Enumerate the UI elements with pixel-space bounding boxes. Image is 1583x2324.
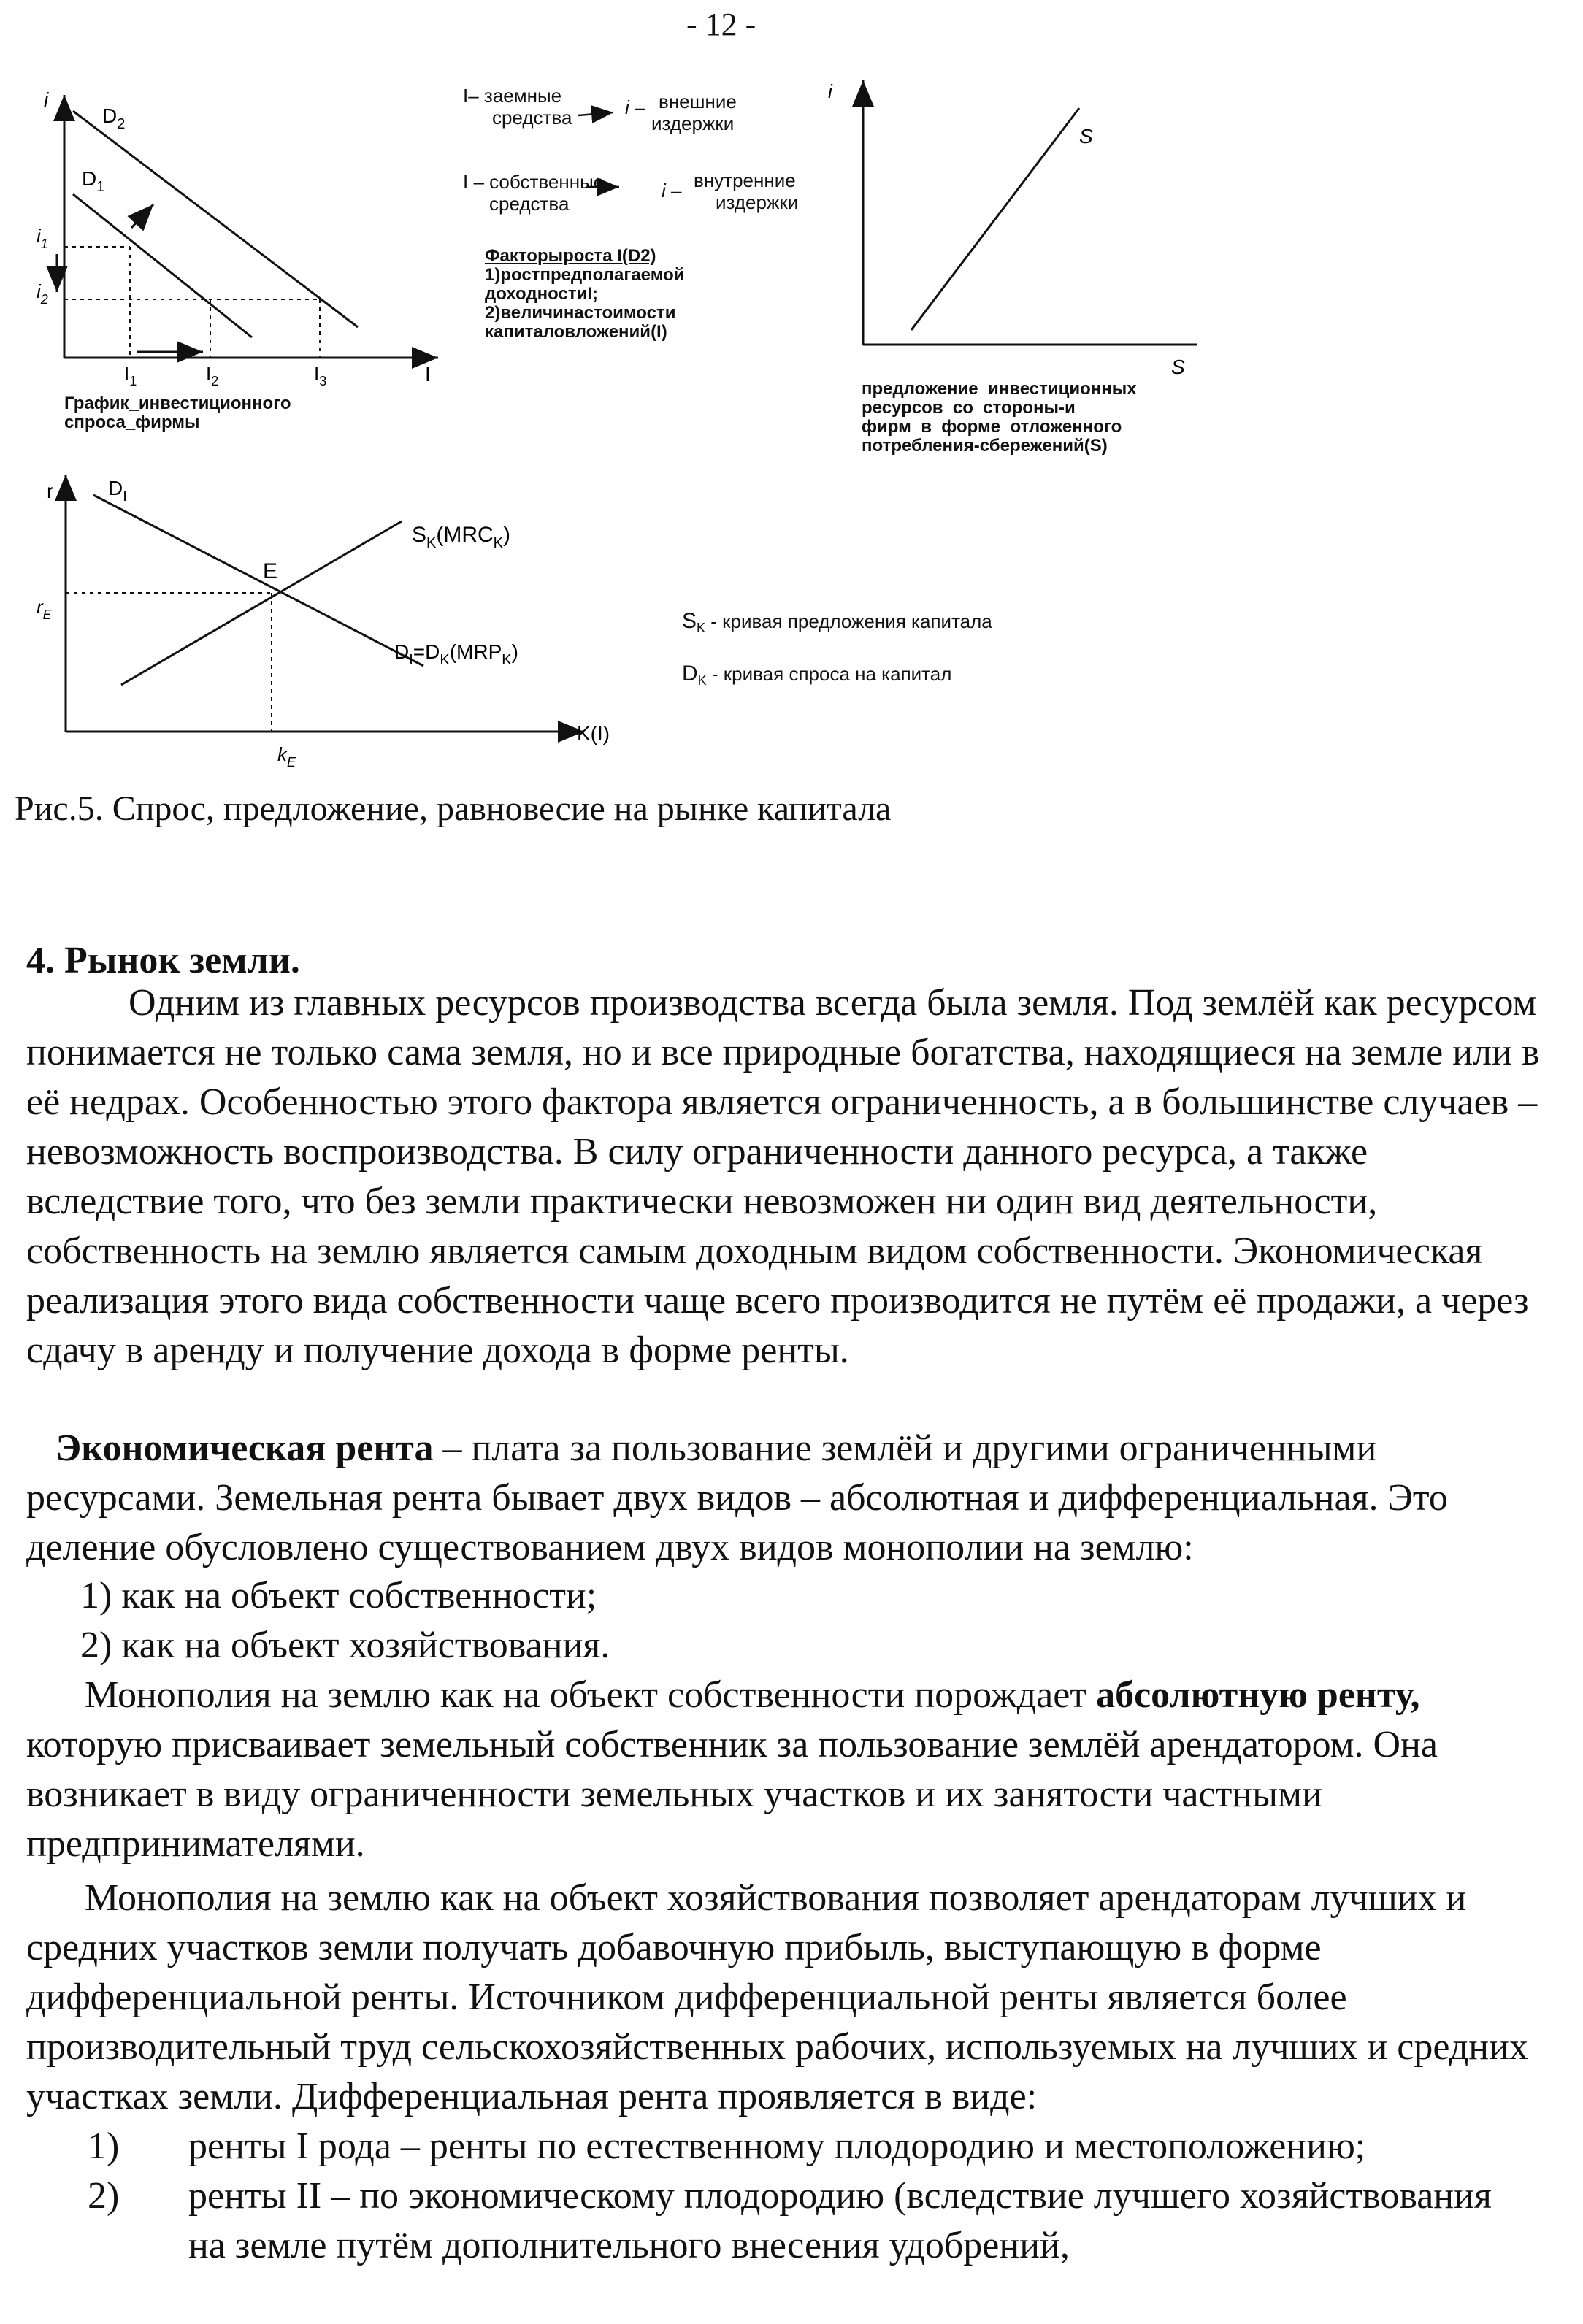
supply-curve-label: S	[1079, 125, 1093, 147]
tick-kE: $k_E$	[277, 743, 296, 770]
x-axis-label: S	[1171, 356, 1185, 378]
section-heading: 4. Рынок земли.	[26, 940, 300, 981]
x-axis-label: K(I)	[577, 722, 610, 745]
x-axis-label: I	[425, 363, 431, 386]
absolute-rent-term: абсолютную ренту,	[1096, 1674, 1420, 1716]
y-axis-label: r	[47, 480, 54, 502]
paragraph-1: Одним из главных ресурсов производства всегда была земля. Под землёй как ресурсом понимается не только сама земля, но и все природные богатства, находящиеся на земле или в её недрах. Особенностью этого фактора является ограниченность, а в большинстве случаев – невозможность воспроизводства. В силу ограниченности данного ресурса, а также вследствие того, что без земли практически невозможен ни один вид деятельности, собственность на землю является самым доходным видом собственности. Экономическая реализация этого вида собственности чаще всего производится не путём её продажи, а через сдачу в аренду и получение дохода в форме ренты.	[26, 982, 1540, 1371]
note-borrowed-funds: I– заемные средства	[463, 85, 572, 129]
tick-I1: $I_1$	[124, 362, 137, 388]
demand-curve	[93, 495, 423, 666]
note-row1-i: i –	[625, 96, 645, 118]
d1-label: $D_1$	[82, 167, 105, 195]
d2-label: $D_2$	[102, 104, 126, 132]
tick-I2: $I_2$	[206, 362, 219, 388]
paragraph-2: Экономическая рента – плата за пользование землёй и другими ограниченными ресурсами. Земельная рента бывает двух видов – абсолютная и дифференциальная. Это деление обусловлено существованием двух видов монополии на землю:	[26, 1427, 1448, 1568]
note-own-funds: I – собственные средства	[463, 171, 605, 215]
economic-rent-term: Экономическая рента	[55, 1427, 434, 1469]
list-item-2: 2) как на объект хозяйствования.	[80, 1625, 610, 1666]
note-internal-costs: внутренние издержки	[694, 169, 799, 213]
page-number: - 12 -	[686, 7, 756, 42]
tick-rE: $r_E$	[37, 596, 52, 622]
figure-caption: Рис.5. Спрос, предложение, равновесие на рынке капитала	[15, 789, 892, 828]
tick-I3: $I_3$	[314, 362, 327, 388]
legend-demand: $D_K$ - кривая спроса на капитал	[682, 661, 952, 689]
supply-curve-label: $S_K(MRC_K)$	[412, 523, 511, 551]
demand-curve-d1	[73, 194, 252, 337]
legend-supply: $S_K$ - кривая предложения капитала	[682, 609, 992, 636]
demand-curve-label: $D_I$	[108, 477, 127, 505]
rent-type-2: 2) ренты II – по экономическому плодородию (вследствие лучшего хозяйствования на земле путём дополнительного внесения удобрений,	[88, 2175, 1492, 2266]
supply-curve	[911, 108, 1079, 330]
capital-market-chart	[15, 460, 643, 781]
shift-arrow	[131, 204, 153, 228]
list-item-1: 1) как на объект собственности;	[80, 1575, 597, 1617]
investment-supply-caption: предложение_инвестиционных ресурсов_со_стороны-и фирм_в_форме_отложенного_ потребления-сбережений(S)	[862, 379, 1137, 456]
supply-curve	[121, 521, 402, 685]
y-axis-label: i	[44, 88, 49, 111]
note-row2-i: i –	[662, 180, 682, 202]
tick-i2: $i_2$	[37, 280, 48, 307]
investment-demand-chart	[0, 66, 467, 409]
rent-type-1: 1) ренты I рода – ренты по естественному плодородию и местоположению;	[88, 2125, 1366, 2167]
investment-supply-chart	[825, 73, 1219, 380]
growth-factors: Факторыроста I(D2) 1)ростпредполагаемой доходностиI; 2)величинастоимости капиталовложений(I)	[485, 246, 685, 342]
demand-curve-d-label: $D_I=D_K(MRP_K)$	[394, 640, 518, 668]
note-external-costs: внешние издержки	[651, 91, 737, 134]
investment-demand-caption: График_инвестиционного спроса_фирмы	[64, 394, 291, 432]
paragraph-4: Монополия на землю как на объект хозяйствования позволяет арендаторам лучших и средних участков земли получать добавочную прибыль, выступающую в форме дифференциальной ренты. Источником дифференциальной ренты является более производительный труд сельскохозяйственных рабочих, используемых на лучших и средних участках земли. Дифференциальная рента проявляется в виде:	[26, 1877, 1528, 2117]
y-axis-label: i	[828, 80, 832, 102]
tick-i1: $i_1$	[37, 225, 48, 251]
paragraph-3: Монополия на землю как на объект собственности порождает абсолютную ренту, которую присваивает земельный собственник за пользование землёй арендатором. Она возникает в виду ограниченности земельных участков и их занятости частными предпринимателями.	[26, 1674, 1438, 1865]
equilibrium-point-label: E	[263, 559, 278, 583]
demand-curve-d2	[73, 111, 358, 327]
